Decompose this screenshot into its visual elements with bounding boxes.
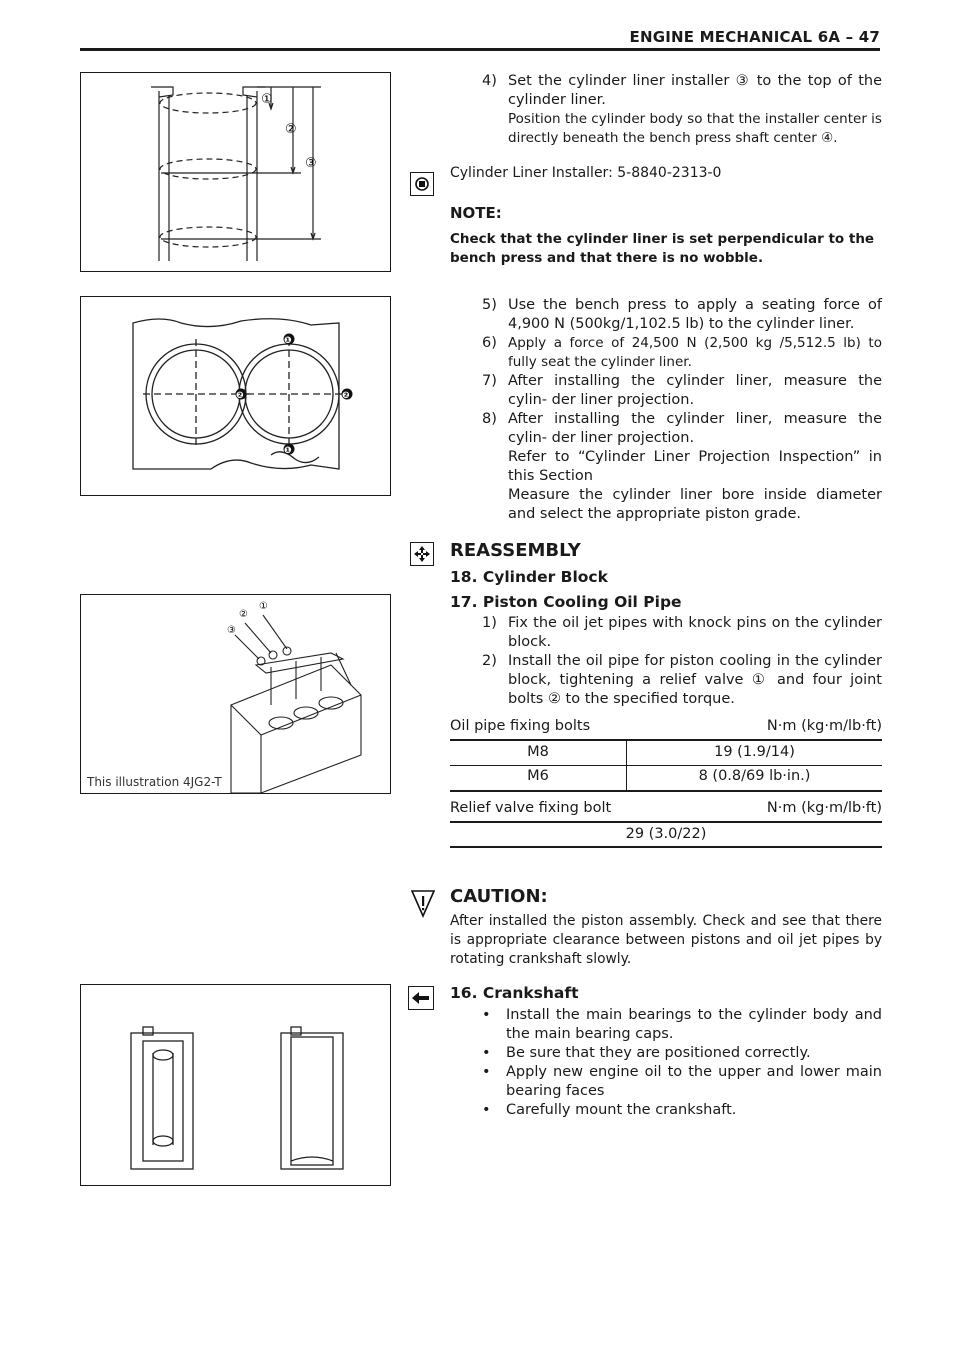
item-17-heading: 17. Piston Cooling Oil Pipe (450, 593, 682, 611)
oil-pipe-drawing (81, 595, 390, 793)
oil-pipe-table-title: Oil pipe fixing bolts (450, 718, 591, 734)
step-7: 7) After installing the cylinder liner, measure the cylin- der liner projection. (482, 373, 882, 408)
crankshaft-heading: 16. Crankshaft (450, 984, 579, 1002)
crankshaft-bullet-1: • Install the main bearings to the cylinder body and the main bearing caps. (482, 1007, 882, 1042)
table1-col-divider (626, 740, 627, 790)
oil-pipe-torque-table-header (450, 718, 882, 734)
step-8: 8) After installing the cylinder liner, measure the cylin- der liner projection. Refer to “Cylinder Liner Projection Inspection” in this Section Measure the cylinder liner bore inside diameter and select the appropriate piston grade. (482, 411, 882, 522)
caution-text: After installed the piston assembly. Check and see that there is appropriate clearance between pistons and oil jet pipes by rotating crankshaft slowly. (450, 913, 882, 967)
crankshaft-bullet-3: • Apply new engine oil to the upper and lower main bearing faces (482, 1064, 882, 1099)
reassembly-icon (410, 542, 434, 566)
table1-row2-size: M6 (527, 768, 549, 784)
caution-heading: CAUTION: (450, 886, 548, 907)
reassembly-step-1: 1) Fix the oil jet pipes with knock pins on the cylinder block. (482, 615, 882, 650)
figure-cylinder-bores (80, 296, 391, 496)
header-rule (80, 48, 880, 51)
note-text: Check that the cylinder liner is set perpendicular to the bench press and that there is no wobble. (450, 231, 875, 266)
step-4 (482, 72, 882, 148)
fig1-label-2: ② (285, 122, 297, 137)
install-arrow-icon (408, 986, 434, 1010)
relief-valve-torque-table-header (450, 800, 882, 816)
figure-oil-pipe (80, 594, 391, 794)
cylinder-bores-drawing (81, 297, 390, 495)
crankshaft-bullet-2: • Be sure that they are positioned correctly. (482, 1045, 811, 1061)
fig1-label-3: ③ (305, 156, 317, 171)
fig3-label-2: ② (239, 609, 248, 620)
step-6: 6) Apply a force of 24,500 N (2,500 kg /5,512.5 lb) to fully seat the cylinder liner. (482, 335, 882, 370)
fig2-label-3: ❷ (342, 391, 350, 401)
fig1-label-1: ① (261, 92, 273, 107)
table1-row1-value: 19 (1.9/14) (714, 744, 795, 760)
step-4-number: 4) (482, 73, 497, 89)
reassembly-step-2: 2) Install the oil pipe for piston cooling in the cylinder block, tightening a relief valve ① and four joint bolts ② to the specified torque. (482, 653, 882, 707)
table2-rule-top (450, 821, 882, 823)
cylinder-liner-drawing (81, 73, 390, 271)
reassembly-heading: REASSEMBLY (450, 540, 581, 561)
special-tool-text: Cylinder Liner Installer: 5-8840-2313-0 (450, 165, 722, 181)
oil-pipe-table-unit: N·m (kg·m/lb·ft) (766, 718, 882, 734)
main-bearings-drawing (81, 985, 390, 1185)
table1-rule-top (450, 739, 882, 741)
fig3-label-1: ① (259, 601, 268, 612)
figure-caption: This illustration 4JG2-T (87, 775, 222, 789)
fig2-label-2: ❷ (236, 391, 244, 401)
figure-main-bearings (80, 984, 391, 1186)
table1-rule-bottom (450, 790, 882, 792)
table1-row1-size: M8 (527, 744, 549, 760)
table1-row2-value: 8 (0.8/69 lb·in.) (698, 768, 811, 784)
relief-valve-table-title: Relief valve fixing bolt (450, 800, 612, 816)
note-heading: NOTE: (450, 204, 502, 222)
fig2-label-1: ❶ (284, 336, 292, 346)
fig2-label-4: ❶ (284, 446, 292, 456)
table2-value: 29 (3.0/22) (625, 826, 707, 842)
crankshaft-bullet-4: • Carefully mount the crankshaft. (482, 1102, 737, 1118)
page-header-title: ENGINE MECHANICAL 6A – 47 (629, 28, 880, 46)
caution-icon (410, 888, 436, 918)
figure-cylinder-liner (80, 72, 391, 272)
table2-rule-bottom (450, 846, 882, 848)
relief-valve-table-unit: N·m (kg·m/lb·ft) (766, 800, 882, 816)
step-4-sub: Position the cylinder body so that the installer center is directly beneath the bench press shaft center ④. (508, 111, 882, 146)
table1-rule-mid (450, 765, 882, 766)
tool-icon (410, 172, 434, 196)
step-4-text: Set the cylinder liner installer ③ to the top of the cylinder liner. (508, 73, 882, 108)
step-5: 5) Use the bench press to apply a seating force of 4,900 N (500kg/1,102.5 lb) to the cylinder liner. (482, 297, 882, 332)
fig3-label-3: ③ (227, 625, 236, 636)
item-18-heading: 18. Cylinder Block (450, 568, 608, 586)
